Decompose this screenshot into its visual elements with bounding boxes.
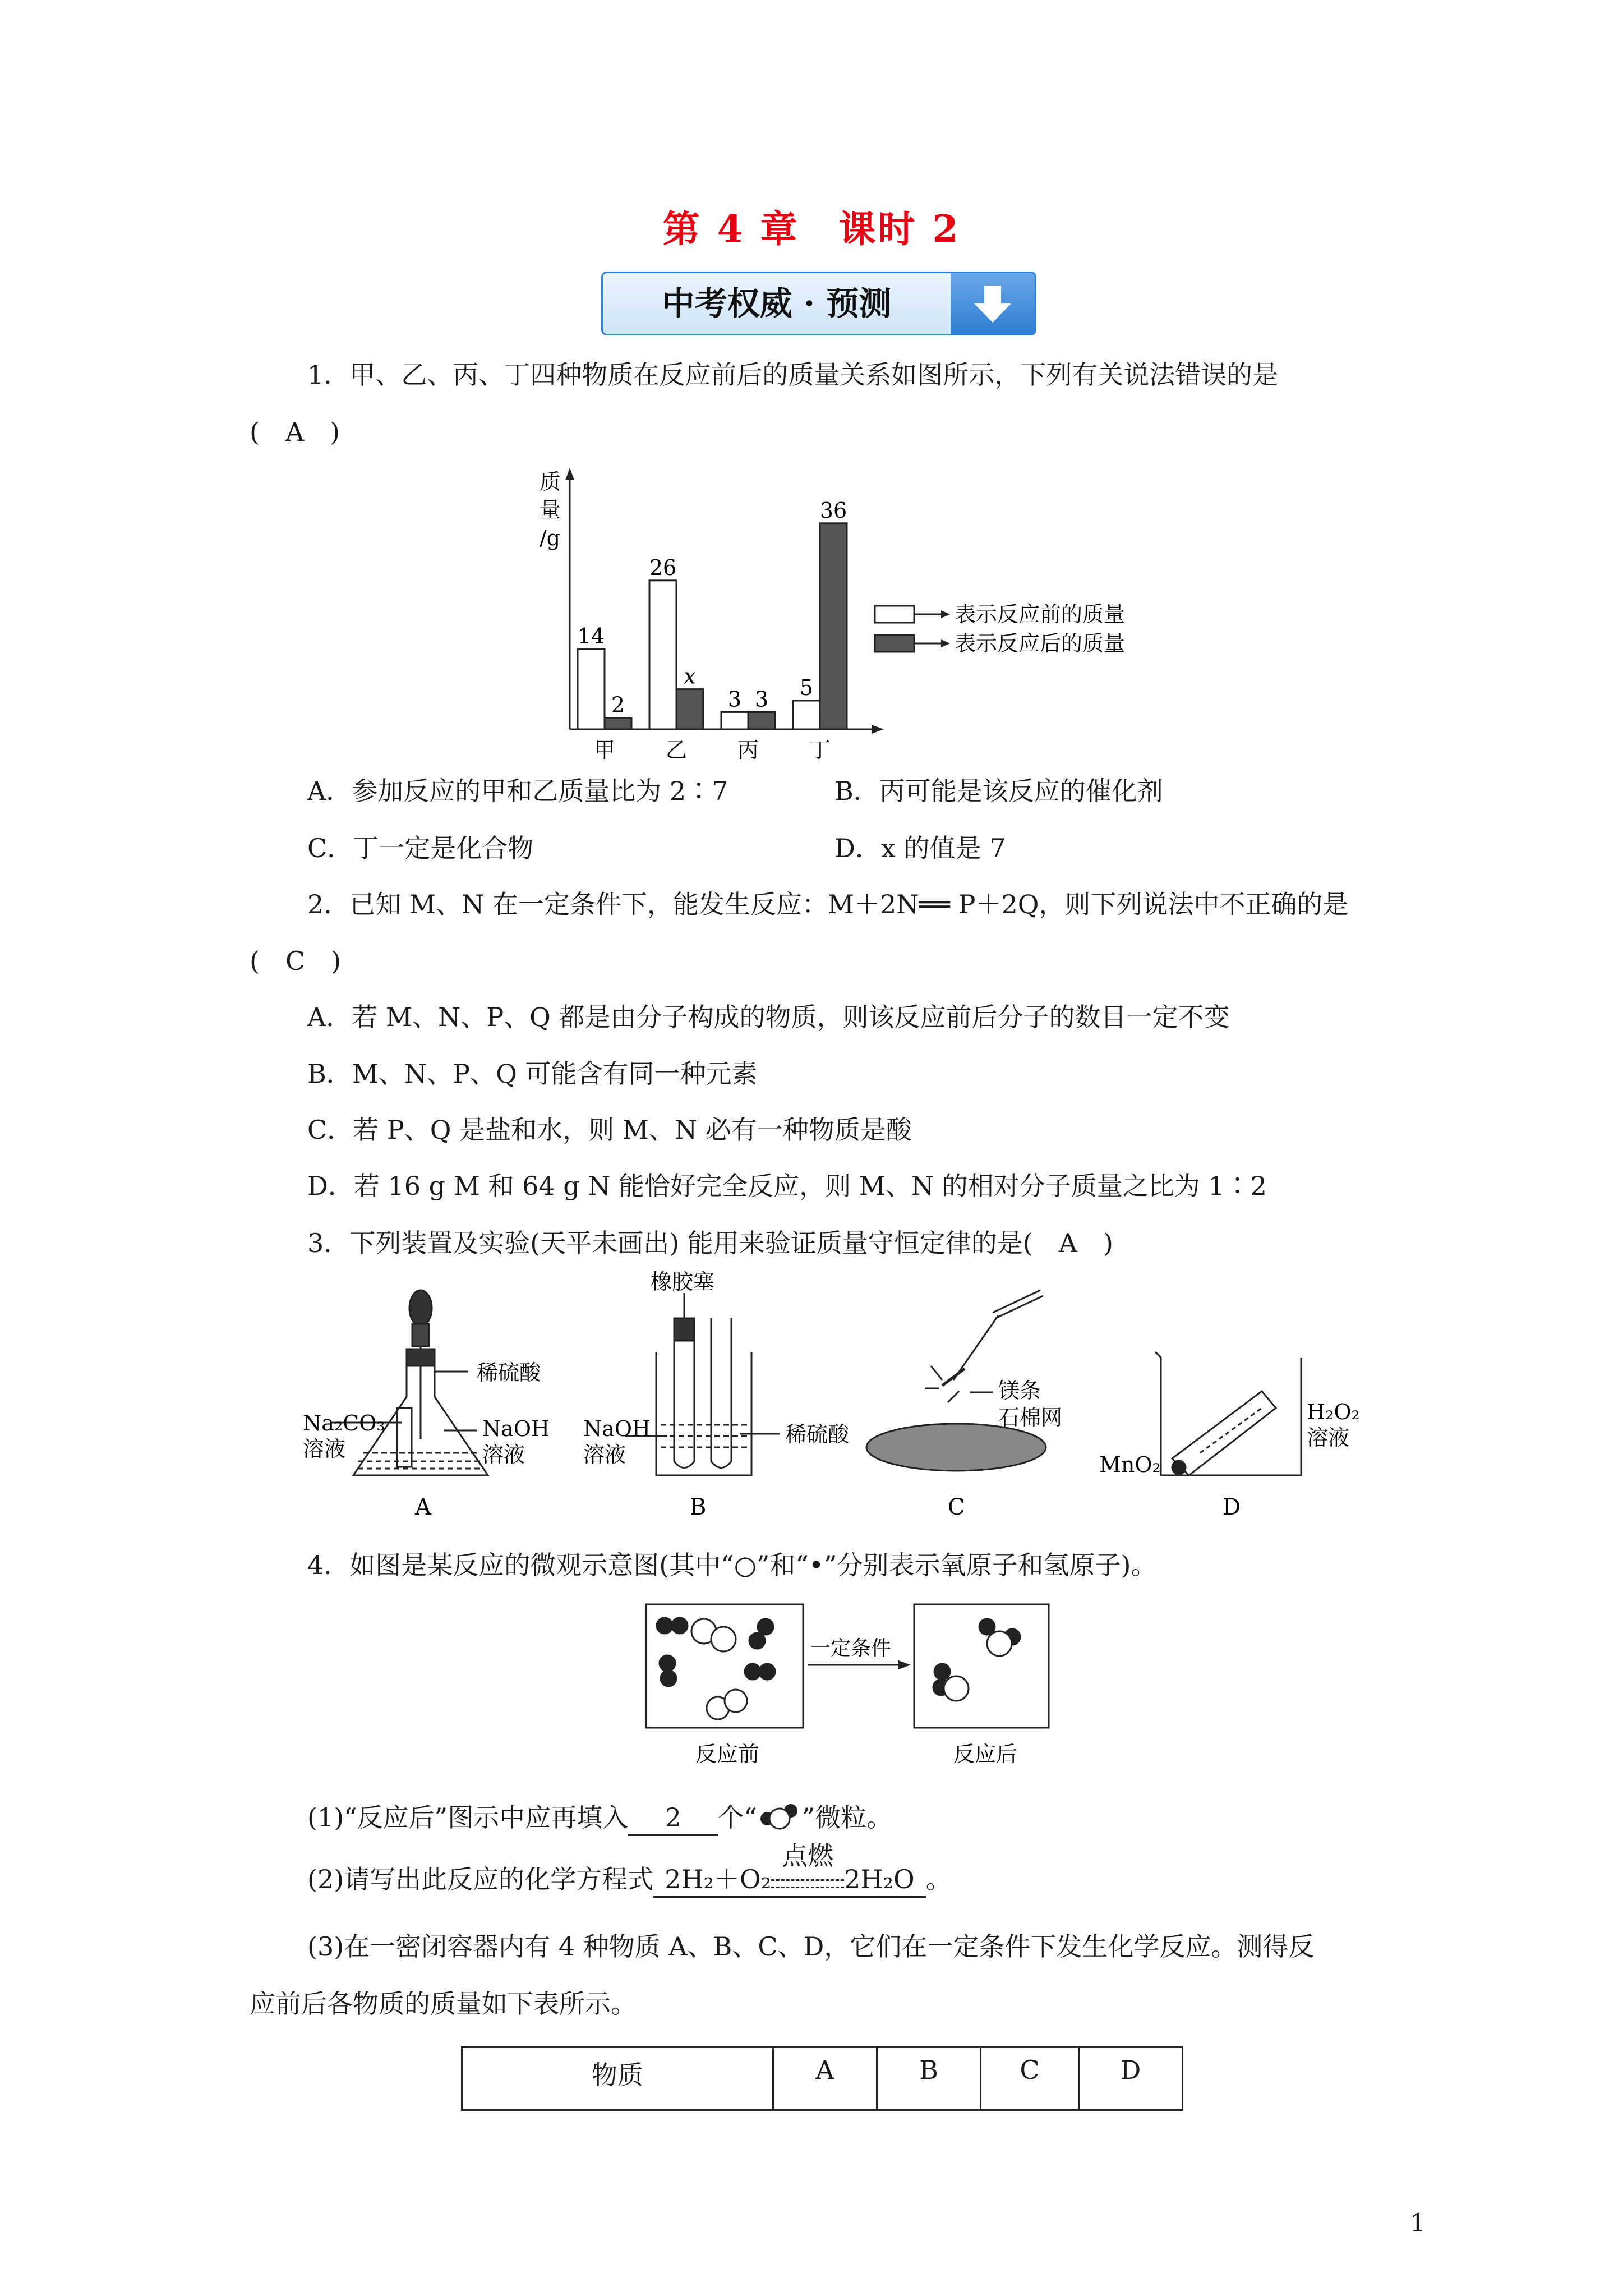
q3-stem: 3．下列装置及实验(天平未画出) 能用来验证质量守恒定律的是( A ) bbox=[307, 1228, 1113, 1258]
table-header-cell: A bbox=[773, 2047, 877, 2110]
q4-part1-post1: 个“ bbox=[718, 1802, 757, 1833]
q2-option-b: B．M、N、P、Q 可能含有同一种元素 bbox=[307, 1059, 758, 1089]
bar-value-label: 36 bbox=[819, 498, 847, 523]
mass-table bbox=[461, 2046, 1183, 2111]
bar-丁-after bbox=[820, 523, 847, 729]
caption-a: A bbox=[415, 1494, 431, 1520]
y-axis-label-1: 质 bbox=[540, 470, 561, 494]
bar-value-label: 26 bbox=[649, 555, 677, 580]
page-number: 1 bbox=[1410, 2209, 1426, 2238]
q2-stem: 2．已知 M、N 在一定条件下，能发生反应：M＋2N══ P＋2Q，则下列说法中不正确的是 bbox=[307, 889, 1349, 919]
q4-part2 bbox=[307, 1841, 952, 1898]
table-header-cell: B bbox=[877, 2047, 981, 2110]
bar-丙-before bbox=[721, 712, 748, 729]
q1-answer: ( A ) bbox=[250, 417, 340, 447]
q4-part3-line2: 应前后各物质的质量如下表所示。 bbox=[250, 1989, 637, 2019]
apparatus-d bbox=[1155, 1352, 1301, 1475]
y-axis-label-2: 量 bbox=[540, 498, 561, 522]
bar-value-label: 3 bbox=[727, 687, 742, 712]
equation-right: 2H₂O bbox=[844, 1864, 915, 1894]
micro-diagram bbox=[639, 1593, 1054, 1773]
q4-part1 bbox=[307, 1801, 892, 1836]
table-header-cell: D bbox=[1079, 2047, 1183, 2110]
condition-ignite: 点燃 bbox=[782, 1841, 834, 1871]
q4-stem: 4．如图是某反应的微观示意图(其中“○”和“•”分别表示氧原子和氢原子)。 bbox=[307, 1550, 1157, 1580]
bar-丁-before bbox=[793, 701, 820, 729]
q4-equation bbox=[653, 1841, 926, 1898]
bar-value-label: 2 bbox=[611, 692, 625, 717]
q4-part1-pre: (1)“反应后”图示中应再填入 bbox=[307, 1802, 629, 1833]
water-molecule-icon bbox=[757, 1802, 802, 1830]
apparatus-figure bbox=[297, 1268, 1363, 1526]
caption-d: D bbox=[1223, 1494, 1241, 1520]
bar-value-label: 14 bbox=[577, 624, 605, 649]
q1-option-a: A．参加反应的甲和乙质量比为 2∶7 bbox=[307, 776, 728, 806]
legend-arrow-head bbox=[941, 639, 950, 647]
page-title: 第 4 章 课时 2 bbox=[662, 207, 961, 251]
legend-arrow-head bbox=[941, 610, 950, 618]
bar-丙-after bbox=[748, 712, 775, 729]
category-label: 甲 bbox=[593, 738, 616, 762]
label-a-solution-left: 溶液 bbox=[303, 1437, 346, 1461]
y-axis-label-3: /g bbox=[540, 526, 561, 550]
table-header-cell: 物质 bbox=[462, 2047, 773, 2110]
q4-part3-line1: (3)在一密闭容器内有 4 种物质 A、B、C、D，它们在一定条件下发生化学反应。测得反 bbox=[307, 1931, 1315, 1962]
label-b-naoh: NaOH bbox=[583, 1416, 651, 1441]
label-b-rubber-stopper: 橡胶塞 bbox=[651, 1269, 715, 1294]
bar-value-label: x bbox=[684, 664, 696, 689]
q1-option-c: C．丁一定是化合物 bbox=[307, 833, 534, 863]
bar-甲-after bbox=[605, 718, 631, 729]
q2-answer: ( C ) bbox=[250, 946, 342, 976]
legend-label: 表示反应前的质量 bbox=[955, 602, 1126, 627]
apparatus-b bbox=[625, 1293, 780, 1475]
label-after: 反应后 bbox=[953, 1742, 1018, 1766]
equation-condition bbox=[771, 1841, 844, 1888]
label-d-h2o2: H₂O₂ bbox=[1307, 1400, 1360, 1424]
q2-option-d: D．若 16 g M 和 64 g N 能恰好完全反应，则 M、N 的相对分子质量之比为 1∶2 bbox=[307, 1171, 1267, 1201]
q1-option-b: B．丙可能是该反应的催化剂 bbox=[834, 776, 1163, 806]
label-a-na2co3: Na₂CO₃ bbox=[303, 1411, 385, 1435]
q2-option-a: A．若 M、N、P、Q 都是由分子构成的物质，则该反应前后分子的数目一定不变 bbox=[307, 1002, 1230, 1032]
label-a-naoh: NaOH bbox=[482, 1416, 550, 1441]
category-label: 丙 bbox=[737, 738, 759, 762]
q4-part1-blank: 2 bbox=[628, 1801, 718, 1836]
q1-option-d: D．x 的值是 7 bbox=[834, 833, 1006, 863]
apparatus-a bbox=[331, 1290, 488, 1475]
legend-swatch bbox=[875, 635, 914, 652]
label-c-magnesium: 镁条 bbox=[998, 1378, 1041, 1403]
section-banner bbox=[601, 272, 1036, 335]
q4-part2-end: 。 bbox=[925, 1864, 952, 1894]
caption-c: C bbox=[948, 1494, 965, 1520]
category-label: 丁 bbox=[809, 738, 831, 762]
bar-value-label: 5 bbox=[799, 675, 814, 700]
label-c-asbestos: 石棉网 bbox=[998, 1405, 1063, 1430]
bar-value-label: 3 bbox=[754, 687, 769, 712]
category-label: 乙 bbox=[665, 738, 688, 762]
q2-option-c: C．若 P、Q 是盐和水，则 M、N 必有一种物质是酸 bbox=[307, 1115, 912, 1145]
legend-swatch bbox=[875, 606, 914, 623]
table-header-cell: C bbox=[981, 2047, 1079, 2110]
q1-stem: 1．甲、乙、丙、丁四种物质在反应前后的质量关系如图所示，下列有关说法错误的是 bbox=[307, 360, 1279, 390]
bar-乙-before bbox=[649, 581, 676, 729]
label-d-solution: 溶液 bbox=[1307, 1425, 1350, 1450]
equation-left: 2H₂＋O₂ bbox=[665, 1864, 772, 1894]
label-before: 反应前 bbox=[695, 1742, 760, 1766]
label-a-dilute-acid: 稀硫酸 bbox=[477, 1360, 541, 1385]
caption-b: B bbox=[690, 1494, 707, 1520]
down-arrow-icon bbox=[951, 273, 1035, 334]
bar-chart bbox=[533, 466, 1195, 763]
label-a-solution-right: 溶液 bbox=[482, 1442, 525, 1467]
banner-label: 中考权威 · 预测 bbox=[662, 284, 892, 323]
bar-乙-after bbox=[676, 689, 703, 729]
label-b-dilute-acid: 稀硫酸 bbox=[785, 1422, 850, 1447]
table-row bbox=[462, 2047, 1183, 2110]
label-b-solution: 溶液 bbox=[583, 1442, 626, 1467]
legend-label: 表示反应后的质量 bbox=[955, 631, 1126, 656]
bar-甲-before bbox=[578, 649, 605, 729]
q4-part1-post2: ”微粒。 bbox=[801, 1802, 893, 1833]
arrow-condition-label: 一定条件 bbox=[810, 1637, 892, 1660]
label-d-mno2: MnO₂ bbox=[1099, 1452, 1161, 1477]
q4-part2-pre: (2)请写出此反应的化学方程式 bbox=[307, 1864, 654, 1894]
